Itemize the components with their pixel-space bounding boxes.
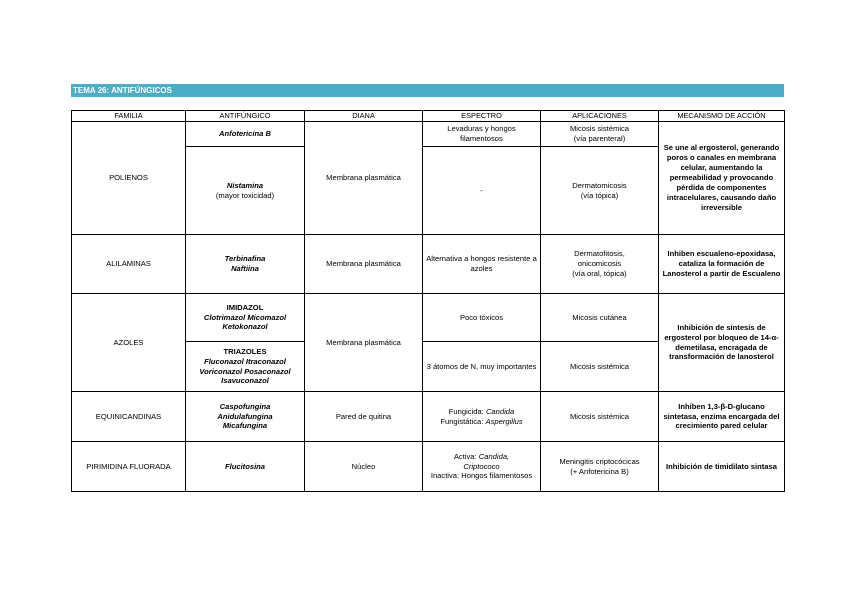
drug-group-title: TRIAZOLES: [223, 346, 267, 356]
aplicaciones-cell: [541, 122, 659, 147]
col-header-mecanismo: MECANISMO DE ACCIÓN: [659, 111, 785, 122]
drug-name: Nistamina: [226, 180, 264, 190]
espectro-cell: Alternativa a hongos resistente a azoles: [423, 235, 541, 294]
espectro-organism: Candida,: [478, 451, 510, 461]
espectro-cell: [423, 442, 541, 492]
aplicaciones-line: (+ Anfotericina B): [570, 466, 629, 476]
mecanismo-cell: Inhibición de timidilato sintasa: [659, 442, 785, 492]
espectro-organism: Criptococo: [463, 461, 500, 471]
espectro-label: Activa:: [453, 451, 477, 461]
espectro-line: [425, 407, 538, 417]
espectro-cell: 3 átomos de N, muy importantes: [423, 342, 541, 392]
aplicaciones-line: (vía oral, tópica): [572, 268, 627, 278]
mecanismo-cell: Inhiben escualeno-epoxidasa, cataliza la formación de Lanosterol a partir de Escualeno: [659, 235, 785, 294]
diana-cell: Núcleo: [305, 442, 423, 492]
espectro-cell: [423, 392, 541, 442]
col-header-antifungico: ANTIFÚNGICO: [186, 111, 305, 122]
section-title: TEMA 26: ANTIFÚNGICOS: [71, 84, 784, 97]
mecanismo-cell: Inhibición de síntesis de ergosterol por bloqueo de 14-α-demetilasa, encragada de transformación de lanosterol: [659, 294, 785, 392]
familia-cell: ALILAMINAS: [72, 235, 186, 294]
col-header-familia: FAMILIA: [72, 111, 186, 122]
aplicaciones-cell: [541, 442, 659, 492]
drug-name: Anidulafungina: [217, 411, 273, 421]
aplicaciones-line: Meningitis criptocócicas: [559, 456, 640, 466]
drug-cell: [186, 235, 305, 294]
espectro-line: Inactiva: Hongos filamentosos: [430, 471, 533, 481]
col-header-aplicaciones: APLICACIONES: [541, 111, 659, 122]
col-header-espectro: ESPECTRO: [423, 111, 541, 122]
table-row: [72, 442, 785, 492]
drug-name: Clotrimazol Micomazol: [203, 312, 287, 322]
drug-cell: Anfotericina B: [186, 122, 305, 147]
familia-cell: AZOLES: [72, 294, 186, 392]
espectro-cell: Poco tóxicos: [423, 294, 541, 342]
espectro-label: Fungistática:: [440, 416, 484, 426]
espectro-cell: -: [423, 147, 541, 235]
espectro-line: [425, 452, 538, 462]
table-row: [72, 122, 785, 147]
table-row: [72, 294, 785, 342]
diana-cell: Membrana plasmática: [305, 235, 423, 294]
diana-cell: Pared de quitina: [305, 392, 423, 442]
aplicaciones-line: Dermatomicosis: [572, 180, 627, 190]
espectro-line: [425, 417, 538, 427]
table-row: [72, 235, 785, 294]
espectro-organism: Aspergillus: [485, 416, 523, 426]
aplicaciones-line: (vía tópica): [580, 190, 619, 200]
drug-name: Fluconazol Itraconazol: [204, 356, 286, 366]
drug-name: Naftiina: [231, 264, 259, 273]
drug-name: Voriconazol Posaconazol: [199, 366, 291, 376]
table-header-row: [72, 111, 785, 122]
col-header-diana: DIANA: [305, 111, 423, 122]
familia-cell: EQUINICANDINAS: [72, 392, 186, 442]
familia-cell: PIRIMIDINA FLUORADA: [72, 442, 186, 492]
drug-name: Micafungina: [222, 421, 268, 431]
drug-name: Terbinafina: [224, 254, 266, 264]
diana-cell: Membrana plasmática: [305, 122, 423, 235]
aplicaciones-cell: Micosis sistémica: [541, 392, 659, 442]
aplicaciones-cell: [541, 235, 659, 294]
drug-cell: [186, 294, 305, 342]
familia-cell: POLIENOS: [72, 122, 186, 235]
aplicaciones-cell: [541, 147, 659, 235]
drug-cell: [186, 342, 305, 392]
aplicaciones-line: onicomicosis: [577, 259, 622, 269]
drug-cell: [186, 392, 305, 442]
aplicaciones-line: (vía parenteral): [573, 134, 626, 143]
espectro-cell: Levaduras y hongos filamentosos: [423, 122, 541, 147]
drug-group-title: IMIDAZOL: [226, 302, 264, 312]
espectro-label: Fungicida:: [448, 406, 484, 416]
drug-name: Ketokonazol: [222, 322, 268, 332]
drug-name: Isavuconazol: [221, 376, 269, 386]
drug-name: Caspofungina: [219, 401, 271, 411]
drug-note: (mayor toxicidad): [215, 190, 275, 200]
mecanismo-cell: Se une al ergosterol, generando poros o canales en membrana celular, aumentando la permeabilidad y provocando pérdida de componentes intracelulares, causando daño irreversible: [659, 122, 785, 235]
drug-cell: Flucitosina: [186, 442, 305, 492]
aplicaciones-cell: Micosis cutánea: [541, 294, 659, 342]
aplicaciones-line: Micosis sistémica: [569, 124, 630, 134]
table-row: [72, 392, 785, 442]
drug-cell: [186, 147, 305, 235]
aplicaciones-line: Dermatofitosis,: [574, 249, 625, 259]
antifungal-table: [71, 110, 785, 492]
diana-cell: Membrana plasmática: [305, 294, 423, 392]
espectro-organism: Candida: [485, 406, 515, 416]
aplicaciones-cell: Micosis sistémica: [541, 342, 659, 392]
mecanismo-cell: Inhiben 1,3-β-D-glucano sintetasa, enzima encargada del crecimiento pared celular: [659, 392, 785, 442]
